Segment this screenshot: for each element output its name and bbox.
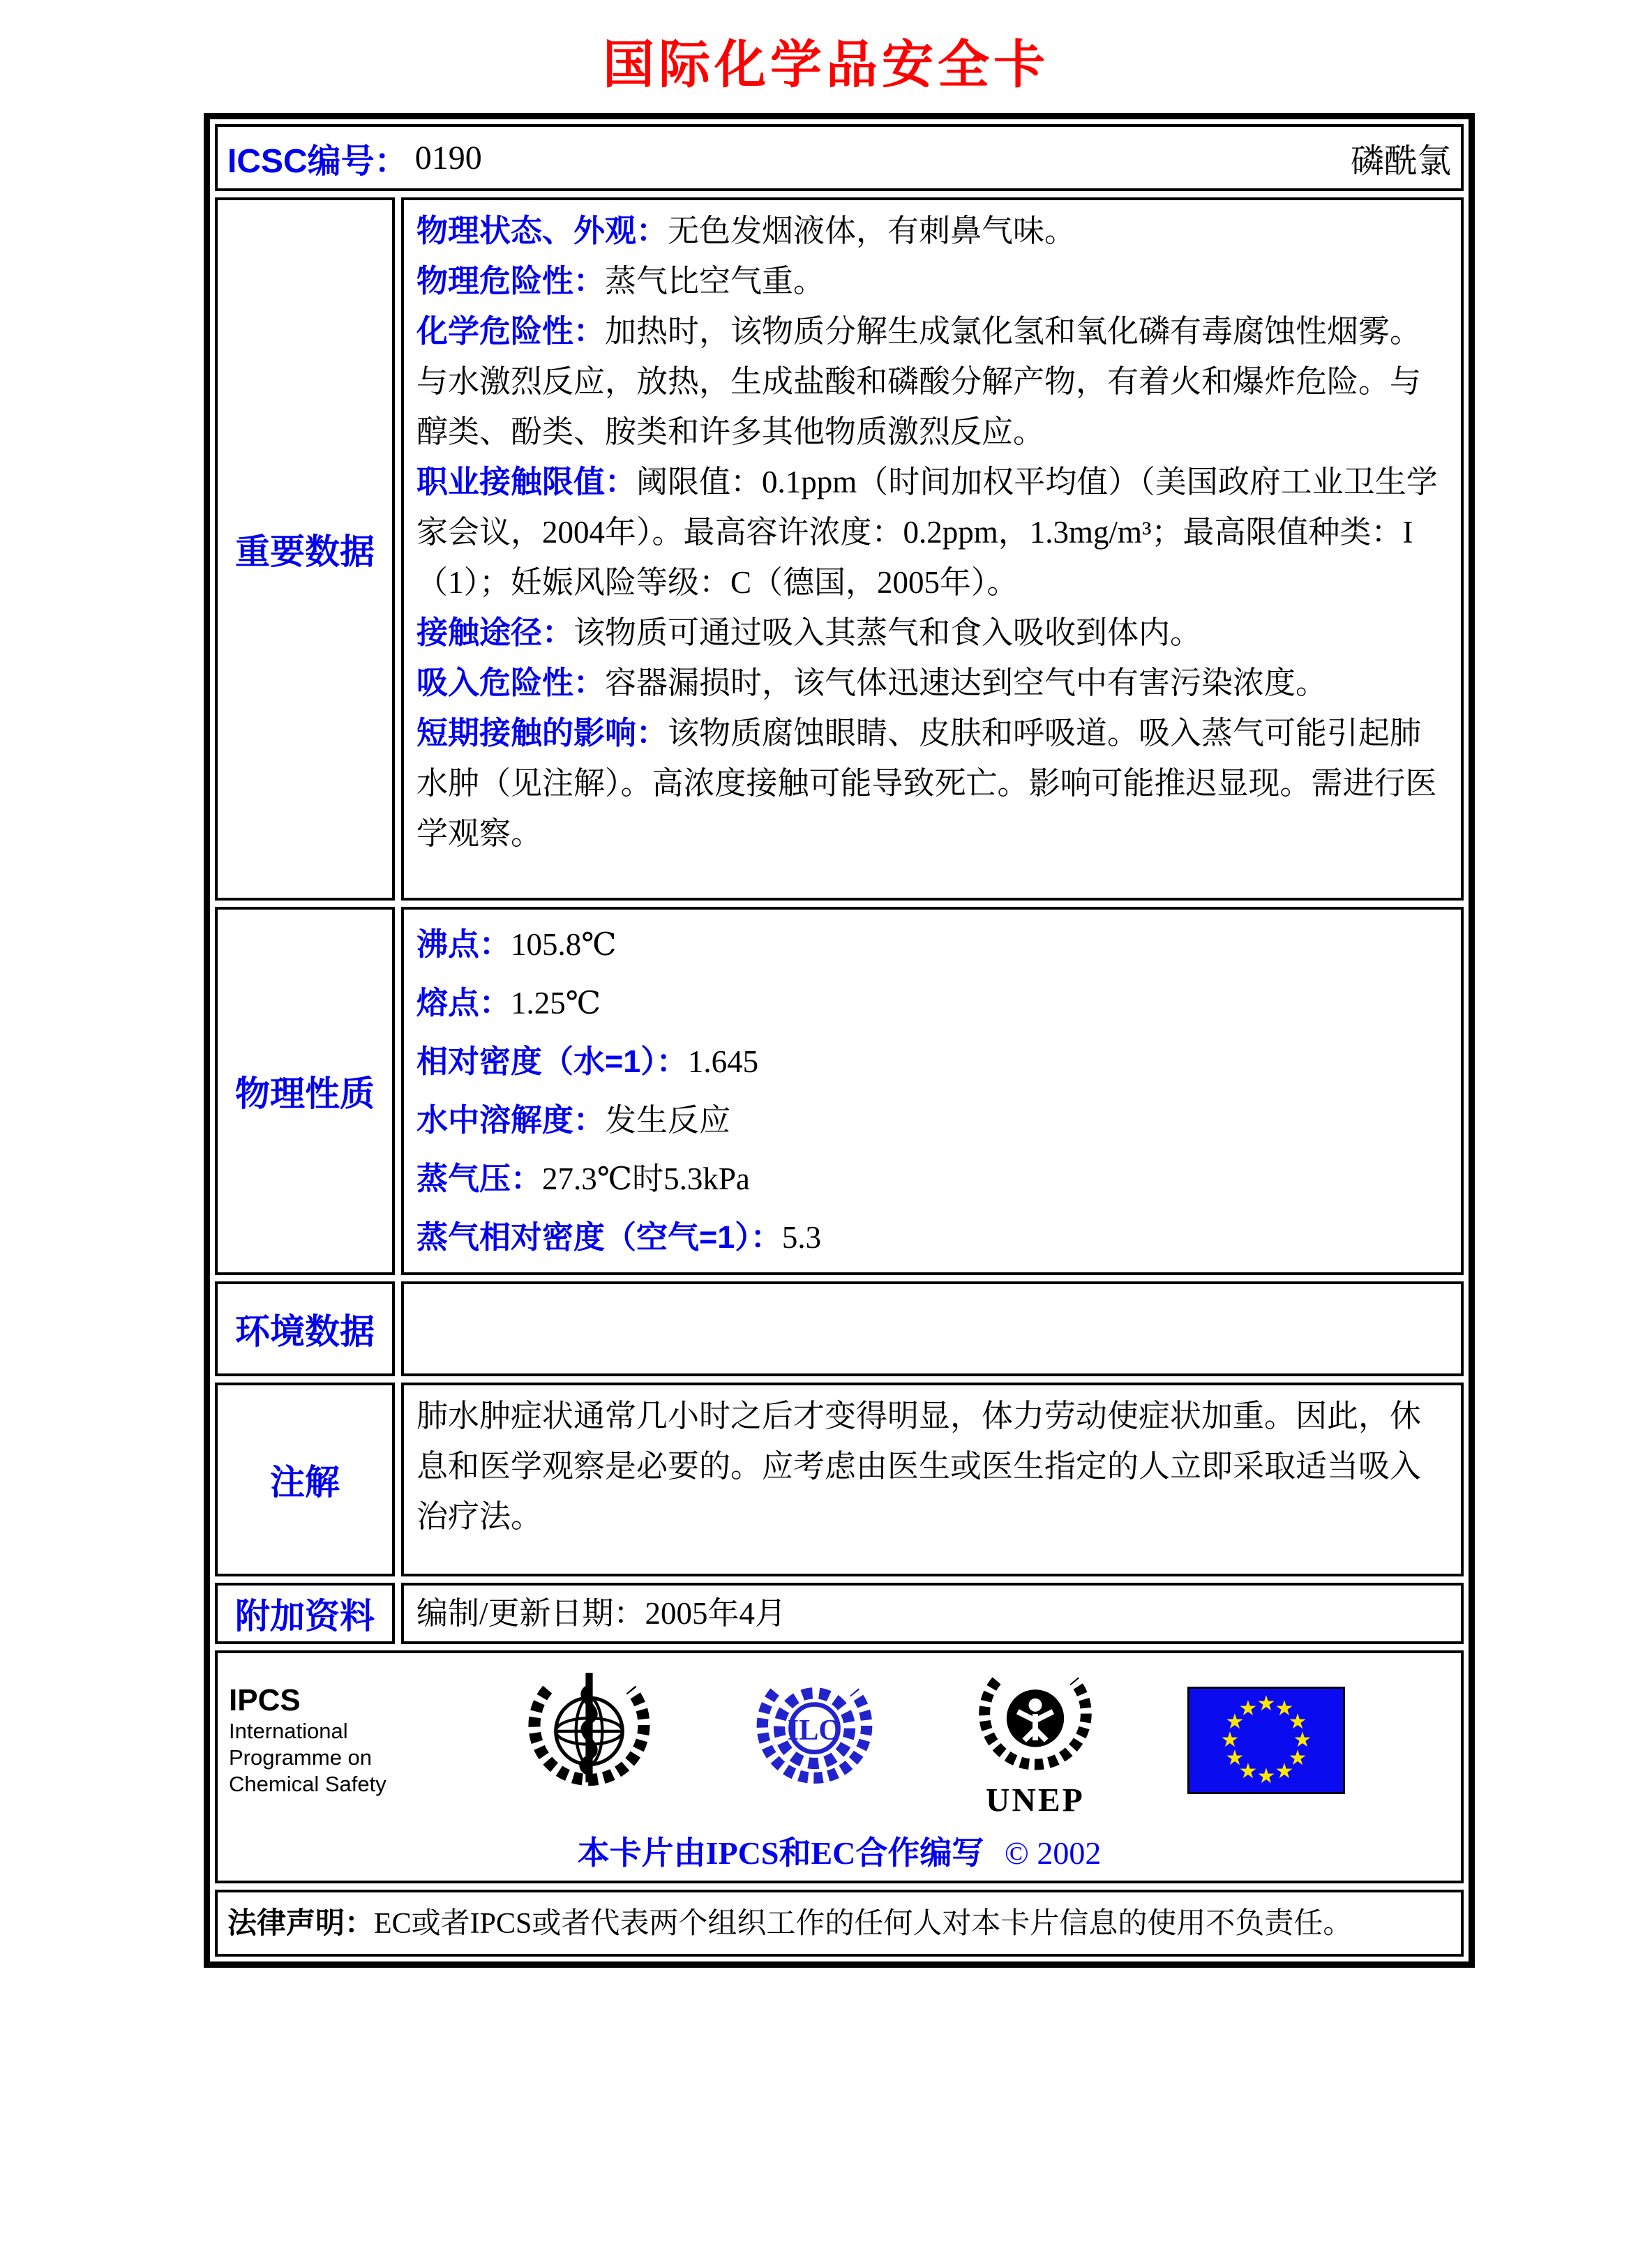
field-text: 阈限值：0.1ppm（时间加权平均值）（美国政府工业卫生学家会议，2004年）。最高容许浓度：0.2ppm，1.3mg/m³；最高限值种类：I（1）；妊娠风险等级：C（德国，2005年）。 [416, 465, 1438, 600]
eu-star-icon: ★ [1288, 1746, 1307, 1770]
field-row [416, 658, 1448, 708]
section-label-physical-properties: 物理性质 [215, 907, 395, 1275]
field-label: 职业接触限值： [416, 464, 637, 499]
field-text: 1.645 [687, 1044, 759, 1079]
notes-content: 肺水肿症状通常几小时之后才变得明显，体力劳动使症状加重。因此，休息和医学观察是必要的。应考虑由医生或医生指定的人立即采取适当吸入治疗法。 [401, 1383, 1464, 1576]
environmental-data-content [401, 1281, 1464, 1376]
ipcs-line: Programme on [229, 1745, 373, 1770]
legal-row [215, 1890, 1464, 1957]
field-label: 接触途径： [416, 615, 574, 650]
header-cell [215, 124, 1464, 191]
field-row [416, 306, 1448, 457]
field-label: 物理状态、外观： [416, 213, 668, 248]
eu-star-icon: ★ [1256, 1692, 1276, 1716]
ipcs-text-block [229, 1683, 431, 1798]
eu-star-icon: ★ [1220, 1728, 1240, 1752]
copyright-text: © 2002 [1004, 1835, 1102, 1871]
field-row [416, 256, 1448, 306]
field-label: 物理危险性： [416, 263, 606, 299]
field-label: 蒸气相对密度（空气=1）： [416, 1219, 782, 1255]
ipcs-line: International [229, 1719, 348, 1743]
logos-caption [229, 1828, 1450, 1874]
field-text: 发生反应 [605, 1103, 731, 1138]
physical-properties-content [401, 907, 1464, 1275]
eu-star-icon: ★ [1225, 1710, 1245, 1734]
field-row [416, 608, 1448, 658]
field-text: 该物质腐蚀眼睛、皮肤和呼吸道。吸入蒸气可能引起肺水肿（见注解）。高浓度接触可能导致死亡。影响可能推迟显现。需进行医学观察。 [416, 716, 1437, 851]
ipcs-acronym: IPCS [229, 1683, 301, 1717]
eu-star-icon: ★ [1256, 1764, 1276, 1789]
icsc-number-group [227, 134, 482, 182]
field-text: 容器漏损时，该气体迅速达到空气中有害污染浓度。 [605, 665, 1328, 700]
field-text: 无色发烟液体，有刺鼻气味。 [668, 213, 1076, 248]
field-row [416, 1208, 1448, 1267]
legal-label: 法律声明： [227, 1906, 375, 1939]
field-text: 1.25℃ [511, 986, 601, 1021]
field-row [416, 708, 1448, 859]
unep-wordmark: UNEP [985, 1782, 1085, 1818]
field-row [416, 206, 1448, 256]
field-label: 熔点： [416, 985, 511, 1021]
field-text: 27.3℃时5.3kPa [542, 1161, 750, 1196]
notes-row [215, 1383, 1464, 1576]
eu-flag-icon [1187, 1687, 1345, 1794]
cooperation-caption: 本卡片由IPCS和EC合作编写 [577, 1835, 984, 1871]
page-title: 国际化学品安全卡 [603, 37, 1049, 94]
field-text: 105.8℃ [511, 927, 617, 962]
field-row [416, 1032, 1448, 1091]
field-row [416, 1150, 1448, 1208]
section-label-important-data: 重要数据 [215, 197, 395, 901]
field-row [416, 457, 1448, 608]
header-row [215, 124, 1464, 191]
physical-properties-row [215, 907, 1464, 1275]
field-label: 沸点： [416, 926, 511, 962]
field-label: 化学危险性： [416, 313, 606, 349]
field-row [416, 974, 1448, 1032]
important-data-row [215, 197, 1464, 901]
field-label: 吸入危险性： [416, 665, 606, 700]
legal-cell [215, 1890, 1464, 1957]
eu-star-icon: ★ [1238, 1696, 1258, 1721]
field-label: 相对密度（水=1）： [416, 1044, 688, 1079]
eu-star-icon: ★ [1225, 1746, 1245, 1770]
section-label-notes: 注解 [215, 1383, 395, 1576]
important-data-content [401, 197, 1464, 901]
logos-row [215, 1650, 1464, 1883]
field-label: 短期接触的影响： [416, 715, 668, 751]
section-label-environmental-data: 环境数据 [215, 1281, 395, 1376]
eu-star-icon: ★ [1275, 1759, 1294, 1784]
ilo-emblem-icon [746, 1669, 883, 1812]
icsc-number-label: ICSC编号： [227, 142, 408, 180]
field-text: 5.3 [781, 1220, 822, 1255]
logos-cell [215, 1650, 1464, 1883]
logos-strip [229, 1663, 1450, 1818]
field-label: 水中溶解度： [416, 1102, 606, 1138]
chemical-name: 磷酰氯 [1350, 142, 1451, 180]
field-row [416, 915, 1448, 974]
ipcs-line: Chemical Safety [229, 1772, 386, 1796]
eu-star-icon: ★ [1288, 1710, 1307, 1734]
field-text: 蒸气比空气重。 [605, 264, 825, 299]
additional-info-content: 编制/更新日期：2005年4月 [401, 1583, 1464, 1644]
section-label-additional-info: 附加资料 [215, 1583, 395, 1644]
safety-card-table [204, 113, 1475, 1968]
icsc-number-value: 0190 [414, 139, 482, 176]
field-text: 该物质可通过吸入其蒸气和食入吸收到体内。 [573, 615, 1202, 650]
field-label: 蒸气压： [416, 1161, 543, 1196]
environmental-data-row [215, 1281, 1464, 1376]
who-emblem-icon [518, 1666, 661, 1816]
field-row [416, 1091, 1448, 1150]
field-text: 加热时，该物质分解生成氯化氢和氧化磷有毒腐蚀性烟雾。与水激烈反应，放热，生成盐酸和磷酸分解产物，有着火和爆炸危险。与醇类、酚类、胺类和许多其他物质激烈反应。 [416, 314, 1422, 449]
unep-emblem-icon [969, 1663, 1102, 1818]
additional-info-row [215, 1583, 1464, 1644]
ilo-monogram: ILO [787, 1713, 842, 1747]
legal-text: EC或者IPCS或者代表两个组织工作的任何人对本卡片信息的使用不负责任。 [374, 1907, 1353, 1940]
eu-star-icon: ★ [1275, 1696, 1294, 1721]
eu-star-icon: ★ [1293, 1728, 1312, 1752]
eu-star-icon: ★ [1238, 1759, 1258, 1784]
